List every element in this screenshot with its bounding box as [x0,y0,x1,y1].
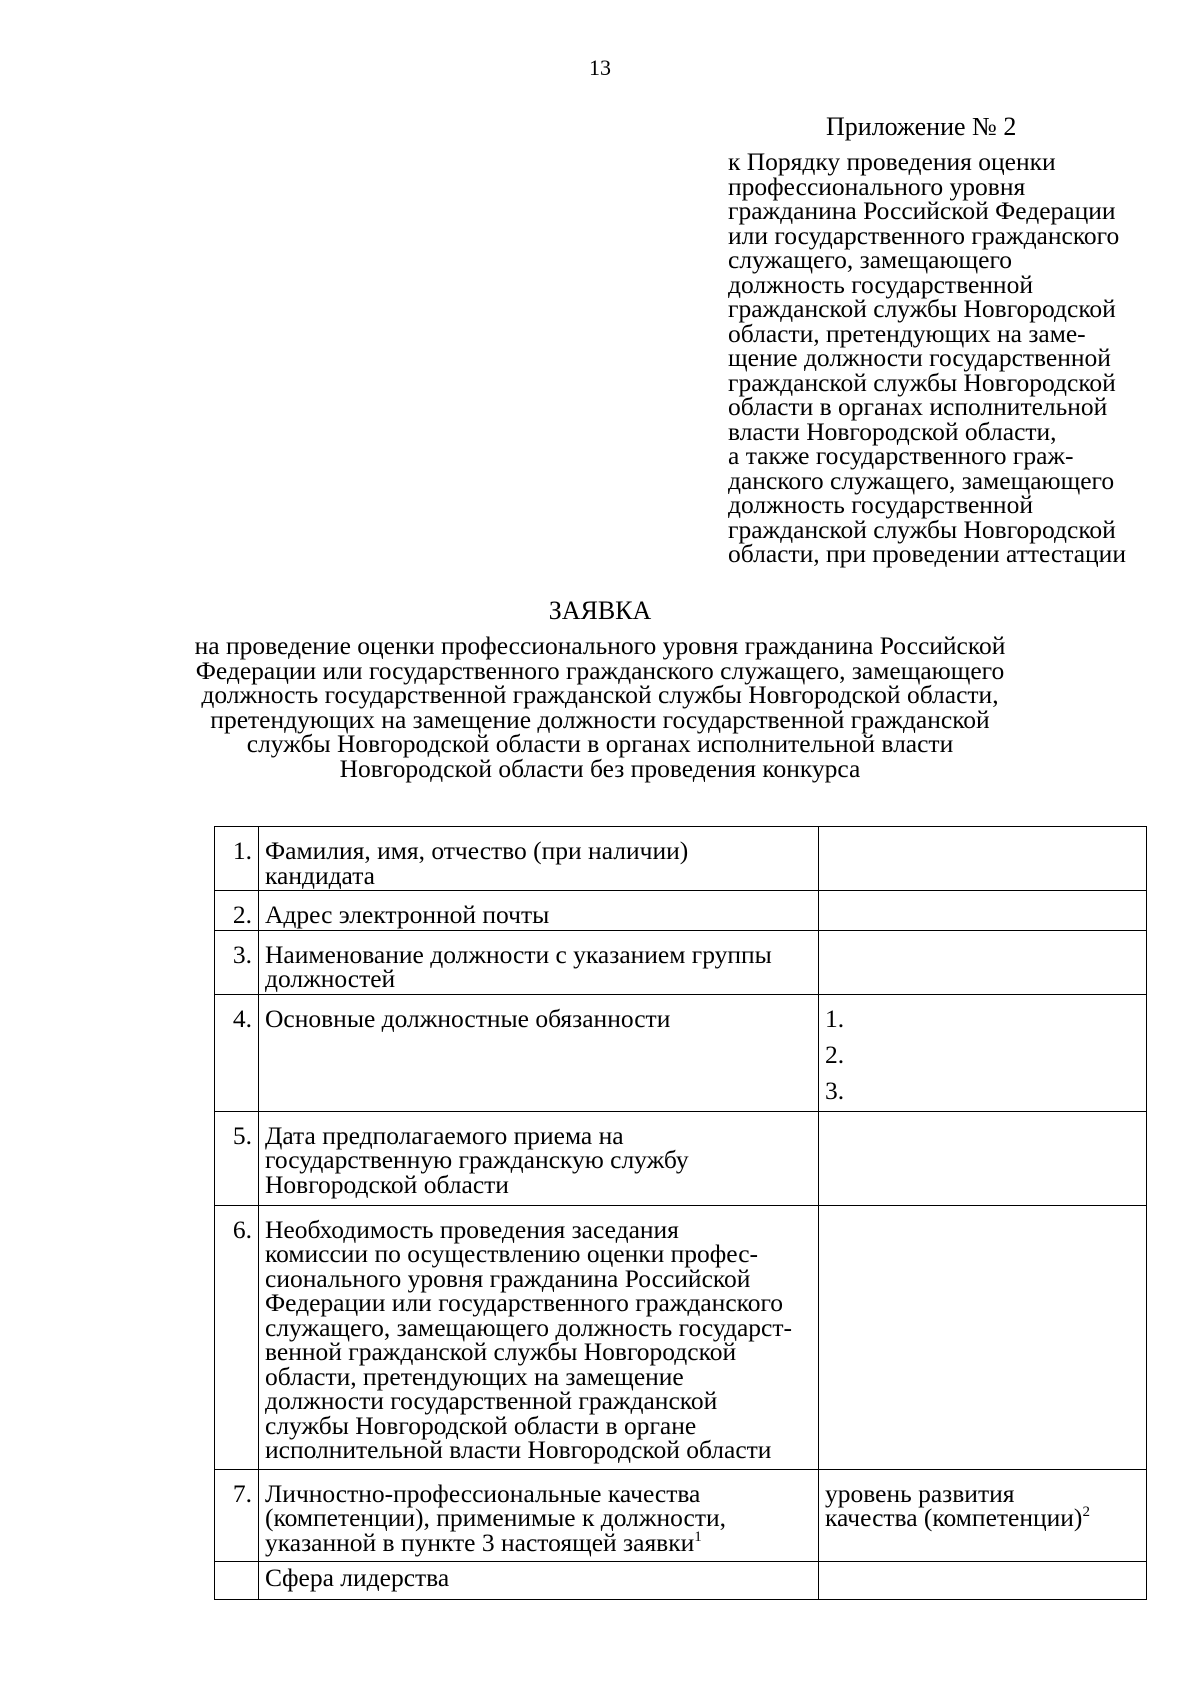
row-label-line: Фамилия, имя, отчество (при наличии) [265,836,689,865]
subtitle-line: службы Новгородской области в органах исполнительной власти [246,729,954,758]
row-label [259,891,819,931]
appendix-line: данского служащего, замещающего [728,465,1115,495]
footnote-marker: 1 [694,1528,702,1545]
row-label [259,1205,819,1469]
appendix-line: области в органах исполнительной [728,392,1108,421]
row-label-line: исполнительной власти Новгородской области [265,1435,772,1464]
application-form-table [214,826,1147,1600]
row-label [259,1561,819,1599]
table-row [215,1205,1147,1469]
subtitle-line: претендующих на замещение должности государственной гражданской [210,704,990,734]
subtitle-line: должность государственной гражданской службы Новгородской области, [201,680,999,709]
row-number: 4. [215,994,259,1111]
row-label [259,1111,819,1205]
table-row [215,930,1147,994]
duty-item: 2. [825,1039,845,1069]
table-row [215,1561,1147,1599]
appendix-line: щение должности государственной [728,343,1111,372]
competence-level-header-cell [819,1469,1147,1561]
document-subtitle [150,631,1050,783]
document-title: ЗАЯВКА [548,596,652,625]
value-label-line: уровень развития [825,1478,1015,1508]
row-label [259,827,819,891]
row-label [259,930,819,994]
appendix-line: гражданской службы Новгородской [728,367,1116,397]
subtitle-line: Федерации или государственного гражданского служащего, замещающего [195,655,1005,685]
row-label-line: Новгородской области [265,1169,509,1199]
appendix-line: должность государственной [728,490,1033,519]
appendix-line: или государственного гражданского [728,220,1120,250]
row-number: 7. [215,1469,259,1561]
row-label-line: Основные должностные обязанности [265,1003,671,1033]
appendix-line: к Порядку проведения оценки [728,147,1056,176]
full-name-value-cell[interactable] [819,827,1147,891]
position-value-cell[interactable] [819,930,1147,994]
subtitle-line: Новгородской области без проведения конкурса [339,753,861,783]
row-label [259,1469,819,1561]
row-label-line: должности государственной гражданской [265,1386,718,1415]
row-number [215,1561,259,1599]
row-label-line: Федерации или государственного гражданского [265,1288,784,1317]
email-value-cell[interactable] [819,891,1147,931]
row-label-line: кандидата [265,860,375,890]
appendix-line: гражданской службы Новгородской [728,294,1116,323]
subtitle-line: на проведение оценки профессионального уровня гражданина Российской [194,631,1006,660]
row-number: 6. [215,1205,259,1469]
duty-item: 1. [825,1003,845,1033]
appendix-line: гражданина Российской Федерации [728,196,1116,225]
appendix-line: а также государственного граж- [728,441,1074,470]
row-label-line: Личностно-профессиональные качества [265,1478,701,1508]
appendix-text [728,147,1148,568]
row-label-line: государственную гражданскую службу [265,1145,689,1174]
table-row [215,827,1147,891]
row-label-line: комиссии по осуществлению оценки профес- [265,1239,759,1268]
appendix-line: области, при проведении аттестации [728,539,1126,568]
row-number: 5. [215,1111,259,1205]
page-number: 13 [589,55,611,80]
duties-value-cell[interactable] [819,994,1147,1111]
row-number: 1. [215,827,259,891]
row-label-line: Адрес электронной почты [265,900,550,929]
row-label-line: венной гражданской службы Новгородской [265,1337,737,1366]
row-label-line: Наименование должности с указанием группы [265,939,772,969]
leadership-value-cell[interactable] [819,1561,1147,1599]
row-label-line: сионального уровня гражданина Российской [265,1263,751,1293]
appendix-line: должность государственной [728,269,1033,299]
appendix-line: служащего, замещающего [728,245,1013,274]
row-label-line: Дата предполагаемого приема на [265,1120,624,1150]
row-label-line: Сфера лидерства [265,1562,450,1592]
appendix-title: Приложение № 2 [826,112,1017,141]
appendix-line: области, претендующих на заме- [728,318,1086,348]
row-number: 2. [215,891,259,931]
table-row [215,994,1147,1111]
row-label [259,994,819,1111]
appendix-line: власти Новгородской области, [728,416,1057,446]
commission-meeting-value-cell[interactable] [819,1205,1147,1469]
row-label-line: области, претендующих на замещение [265,1361,684,1391]
duty-item: 3. [825,1075,845,1105]
row-label-line: Необходимость проведения заседания [265,1214,679,1244]
table-row [215,1469,1147,1561]
value-label-line: качества (компетенции) [825,1503,1083,1532]
row-label-line: указанной в пункте 3 настоящей заявки [265,1527,695,1557]
appendix-line: гражданской службы Новгородской [728,514,1116,544]
row-label-line: должностей [265,964,396,993]
row-label-line: службы Новгородской области в органе [265,1410,697,1440]
table-row [215,891,1147,931]
footnote-marker: 2 [1082,1504,1090,1520]
row-label-line: (компетенции), применимые к должности, [265,1503,727,1532]
row-number: 3. [215,930,259,994]
table-row [215,1111,1147,1205]
hire-date-value-cell[interactable] [819,1111,1147,1205]
appendix-line: профессионального уровня [728,171,1026,201]
row-label-line: служащего, замещающего должность государст- [265,1312,792,1342]
